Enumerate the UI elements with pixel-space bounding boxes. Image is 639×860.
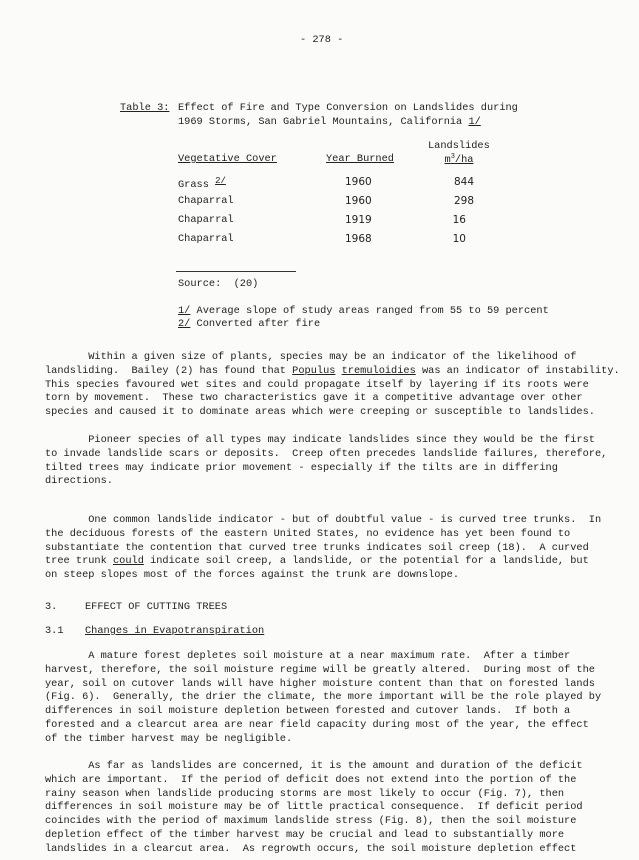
table-source: Source: (20) bbox=[178, 278, 259, 290]
underlined-text: Populus bbox=[292, 364, 336, 377]
text-line: One common landslide indicator - but of doubtful value - is curved tree trunks. In bbox=[45, 514, 602, 526]
text-line bbox=[45, 555, 601, 569]
text-line: which are important. If the period of deficit does not extend into the portion of the bbox=[45, 773, 577, 786]
subsection-number: 3.1 bbox=[45, 625, 64, 637]
table-title-text: 1969 Storms, San Gabriel Mountains, California bbox=[178, 116, 463, 128]
text-line: the deciduous forests of the eastern United States, no evidence has yet been found to bbox=[45, 527, 571, 540]
cell-year: 1919 bbox=[345, 214, 372, 226]
table-label: Table 3: bbox=[120, 102, 170, 114]
footnote-text: Average slope of study areas ranged from 55 to 59 percent bbox=[190, 305, 549, 317]
header-year-burned: Year Burned bbox=[326, 153, 394, 165]
text-line: species and caused it to dominate areas which were creeping or susceptible to landslides. bbox=[45, 406, 595, 418]
unit-m: m bbox=[444, 154, 451, 166]
paragraph bbox=[45, 650, 601, 746]
text-line: torn by movement. These two characteristics gave it a competitive advantage over other bbox=[45, 392, 583, 405]
text-line: differences in soil moisture depletion between forested and cutover lands. If both a bbox=[45, 705, 571, 717]
footnote-text: Converted after fire bbox=[190, 318, 321, 330]
footnote-mark: 1/ bbox=[178, 305, 191, 317]
text-line: year, soil on cutover lands will have higher moisture content than that on forested lands bbox=[45, 677, 595, 690]
text-segment: was an indicator of instability. bbox=[415, 364, 620, 377]
text-segment: tree trunk bbox=[45, 555, 113, 568]
text-line: to invade landslide scars or deposits. Creep often precedes landslide failures, therefore, bbox=[45, 447, 608, 460]
text-line: This species favoured wet sites and could propagate itself by layering if its roots were bbox=[45, 378, 589, 391]
cell-year: 1960 bbox=[345, 195, 372, 207]
section-title: EFFECT OF CUTTING TREES bbox=[85, 601, 228, 613]
paragraph bbox=[45, 514, 601, 583]
cell-landslides: 844 bbox=[453, 176, 474, 188]
text-line: As far as landslides are concerned, it is the amount and duration of the deficit bbox=[45, 760, 583, 772]
underlined-text: tremuloidies bbox=[341, 364, 416, 377]
cell-year: 1960 bbox=[345, 176, 372, 188]
page-number: - 278 - bbox=[300, 34, 344, 46]
paragraph bbox=[45, 434, 607, 489]
text-segment: landsliding. Bailey (2) has found that bbox=[45, 364, 293, 377]
table-footnote-2 bbox=[178, 318, 320, 330]
text-line bbox=[45, 365, 620, 379]
text-line: coincides with the period of maximum landslide stress (Fig. 8), then the soil moisture bbox=[45, 815, 577, 827]
text-line: of the timber harvest may be negligible. bbox=[45, 732, 293, 745]
cover-text: Grass bbox=[178, 179, 209, 191]
cell-cover: Chaparral bbox=[178, 233, 234, 245]
table-title-line-1: Effect of Fire and Type Conversion on Landslides during bbox=[178, 102, 518, 114]
header-landslides-unit bbox=[425, 153, 493, 166]
header-vegetative-cover: Vegetative Cover bbox=[178, 153, 277, 165]
underlined-text: could bbox=[112, 555, 144, 568]
cell-cover: Chaparral bbox=[178, 195, 234, 207]
table-title-footnote-mark: 1/ bbox=[468, 116, 481, 128]
text-line: tilted trees may indicate prior movement - especially if the tilts are in differing bbox=[45, 461, 558, 474]
text-line: substantiate the contention that curved tree trunks indicates soil creep (18). A curved bbox=[45, 541, 589, 554]
text-line: differences in soil moisture may be of little practical consequence. If deficit period bbox=[45, 801, 583, 814]
unit-sup: 3 bbox=[450, 153, 455, 161]
table-footnote-rule bbox=[176, 271, 296, 272]
text-line: Pioneer species of all types may indicate landslides since they would be the first bbox=[45, 434, 595, 446]
cell-landslides: 16 bbox=[452, 214, 466, 226]
text-line: (Fig. 6). Generally, the drier the climate, the more important will be the role played by bbox=[45, 691, 602, 704]
text-line: landslides in a clearcut area. As regrowth occurs, the soil moisture depletion effect bbox=[45, 842, 577, 855]
unit-rest: /ha bbox=[454, 154, 474, 166]
subsection-title: Changes in Evapotranspiration bbox=[85, 625, 265, 637]
text-line: directions. bbox=[45, 475, 113, 488]
text-line: harvest, therefore, the soil moisture regime will be greatly altered. During most of the bbox=[45, 663, 595, 676]
paragraph bbox=[45, 351, 620, 420]
text-segment: indicate soil creep, a landslide, or the potential for a landslide, but bbox=[143, 555, 589, 568]
paragraph bbox=[45, 760, 583, 856]
cell-cover bbox=[178, 176, 226, 191]
text-line: rainy season when landslide producing storms are most likely to occur (Fig. 7), then bbox=[45, 787, 565, 800]
text-line: on steep slopes most of the forces against the trunk are downslope. bbox=[45, 569, 460, 581]
text-line: depletion effect of the timber harvest may be crucial and lead to substantially more bbox=[45, 828, 565, 841]
text-line: Within a given size of plants, species may be an indicator of the likelihood of bbox=[45, 351, 577, 363]
table-title-line-2 bbox=[178, 116, 481, 128]
text-line: forested and a clearcut area are near field capacity during most of the year, the effect bbox=[45, 718, 589, 731]
header-landslides: Landslides bbox=[428, 140, 490, 152]
footnote-mark: 2/ bbox=[215, 176, 226, 186]
cell-landslides: 298 bbox=[453, 195, 474, 207]
table-footnote-1 bbox=[178, 305, 549, 317]
cell-landslides: 10 bbox=[452, 233, 466, 245]
cell-cover: Chaparral bbox=[178, 214, 234, 226]
text-line: A mature forest depletes soil moisture at a near maximum rate. After a timber bbox=[45, 650, 571, 662]
cell-year: 1968 bbox=[345, 233, 372, 245]
footnote-mark: 2/ bbox=[178, 318, 191, 330]
section-number: 3. bbox=[45, 601, 58, 613]
